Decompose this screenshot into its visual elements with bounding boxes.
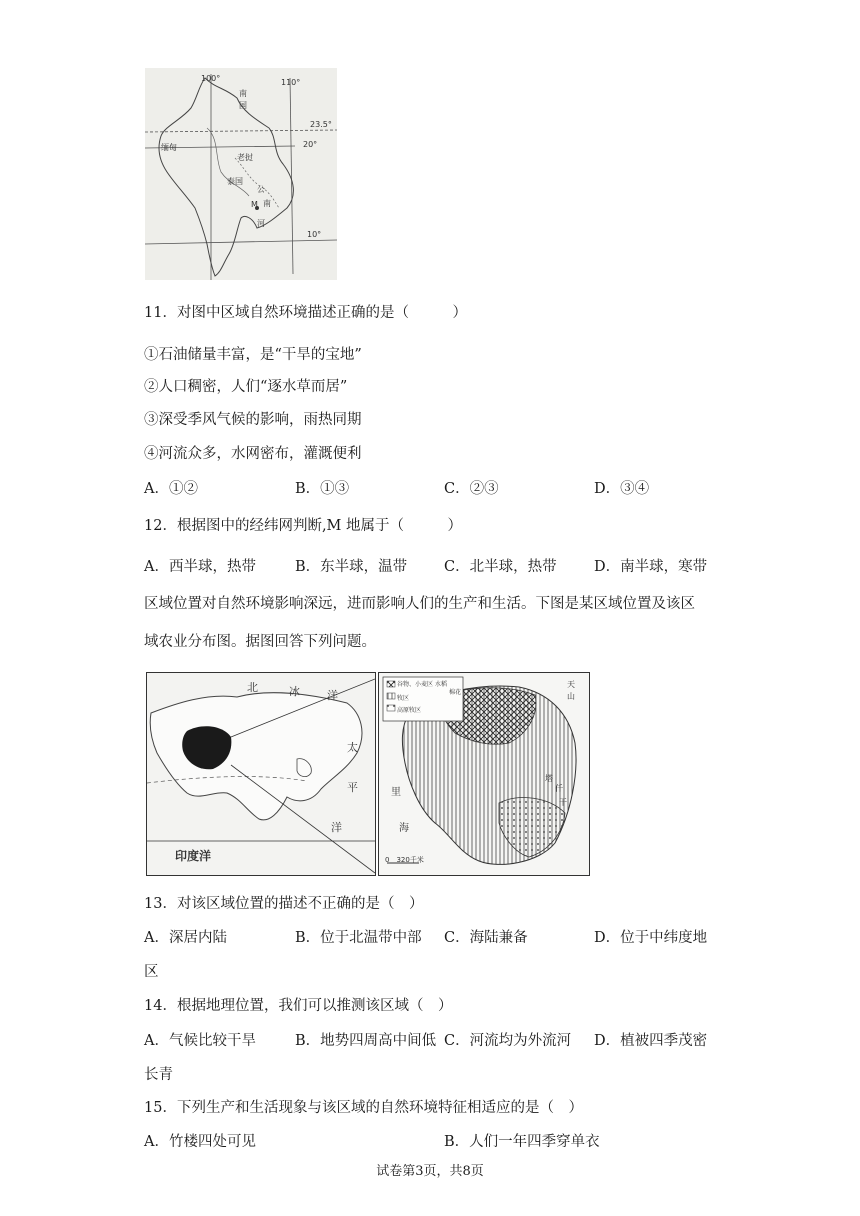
side-label-shan: 山 — [567, 692, 575, 701]
q14-option-d[interactable]: D．植被四季茂密 — [594, 1033, 708, 1049]
ocean-label-yang: 洋 — [327, 689, 338, 702]
side-label-gan: 干 — [559, 798, 567, 807]
q11-statement-1: ①石油储量丰富，是“干旱的宝地” — [144, 347, 362, 363]
q11-stem: 11．对图中区域自然环境描述正确的是（ ） — [144, 305, 467, 321]
place-label-guo: 国 — [239, 101, 247, 110]
side-label-qian: 仟 — [555, 784, 563, 793]
q12-option-c[interactable]: C．北半球，热带 — [444, 559, 557, 575]
place-label-laos: 老挝 — [237, 153, 253, 162]
ocean-label-ping: 平 — [347, 781, 358, 794]
place-label-he: 河 — [257, 219, 265, 228]
ocean-label-bei: 北 — [247, 681, 258, 694]
side-label-tian: 天 — [567, 680, 575, 689]
ocean-label-tai: 太 — [347, 741, 358, 754]
lon-label-100: 100° — [201, 74, 221, 83]
legend-rice: 水稻 — [435, 681, 448, 688]
q11-option-b[interactable]: B．①③ — [295, 481, 350, 497]
legend-grain: 谷物、小麦区 — [397, 681, 434, 688]
intro-line-1: 区域位置对自然环境影响深远，进而影响人们的生产和生活。下图是某区域位置及该区 — [144, 596, 695, 612]
q15-option-a[interactable]: A．竹楼四处可见 — [144, 1134, 256, 1150]
place-label-nan: 南 — [239, 89, 247, 98]
place-label-thailand: 泰国 — [227, 177, 243, 186]
legend-pasture: 牧区 — [397, 695, 410, 702]
side-label-hai: 海 — [399, 823, 409, 834]
lat-label-10: 10° — [307, 230, 322, 239]
place-label-m: M — [251, 200, 258, 209]
q14-stem: 14．根据地理位置，我们可以推测该区域（ ） — [144, 998, 453, 1014]
legend-cotton: 棉花 — [449, 689, 462, 696]
place-label-gong: 公 — [257, 185, 265, 194]
q12-option-b[interactable]: B．东半球，温带 — [295, 559, 408, 575]
q13-stem: 13．对该区域位置的描述不正确的是（ ） — [144, 896, 424, 912]
q14-option-b[interactable]: B．地势四周高中间低 — [295, 1033, 437, 1049]
ocean-label-bing: 冰 — [289, 685, 300, 698]
scale-bar-label: 0 320千米 — [385, 856, 424, 864]
q11-option-c[interactable]: C．②③ — [444, 481, 499, 497]
region-agriculture-map-drawing — [379, 673, 589, 875]
place-label-south: 南 — [263, 199, 271, 208]
q11-option-d[interactable]: D．③④ — [594, 481, 650, 497]
q15-stem: 15．下列生产和生活现象与该区域的自然环境特征相适应的是（ ） — [144, 1100, 583, 1116]
q11-option-a[interactable]: A．①② — [144, 481, 198, 497]
q11-statement-3: ③深受季风气候的影响，雨热同期 — [144, 412, 362, 428]
q11-statement-4: ④河流众多，水网密布，灌溉便利 — [144, 446, 362, 462]
region-agriculture-map — [378, 672, 590, 876]
page-footer: 试卷第3页，共8页 — [376, 1164, 484, 1179]
lon-label-110: 110° — [281, 78, 301, 87]
q12-option-d[interactable]: D．南半球，寒带 — [594, 559, 708, 575]
region-location-map-drawing — [147, 673, 375, 875]
q11-statement-2: ②人口稠密，人们“逐水草而居” — [144, 379, 348, 395]
q14-option-a[interactable]: A．气候比较干旱 — [144, 1033, 256, 1049]
ocean-label-yang2: 洋 — [331, 821, 342, 834]
legend-highland-pasture: 高原牧区 — [397, 707, 422, 714]
side-label-ta: 塔 — [545, 774, 553, 783]
q12-stem: 12．根据图中的经纬网判断,M 地属于（ ） — [144, 518, 463, 534]
indochina-map — [145, 68, 337, 280]
side-label-li: 里 — [391, 787, 401, 798]
region-location-map — [146, 672, 376, 876]
place-label-myanmar: 缅甸 — [161, 143, 177, 152]
lat-label-23: 23.5° — [310, 120, 332, 129]
q13-option-c[interactable]: C．海陆兼备 — [444, 930, 528, 946]
q14-option-c[interactable]: C．河流均为外流河 — [444, 1033, 572, 1049]
q13-option-d[interactable]: D．位于中纬度地 — [594, 930, 708, 946]
q13-option-a[interactable]: A．深居内陆 — [144, 930, 227, 946]
q12-option-a[interactable]: A．西半球，热带 — [144, 559, 256, 575]
intro-line-2: 域农业分布图。据图回答下列问题。 — [144, 634, 376, 650]
q15-option-b[interactable]: B．人们一年四季穿单衣 — [444, 1134, 600, 1150]
lat-label-20: 20° — [303, 140, 318, 149]
q13-option-b[interactable]: B．位于北温带中部 — [295, 930, 422, 946]
ocean-label-indian: 印度洋 — [175, 849, 212, 863]
q14-option-d-overflow: 长青 — [144, 1067, 173, 1083]
q13-option-d-overflow: 区 — [144, 964, 159, 980]
